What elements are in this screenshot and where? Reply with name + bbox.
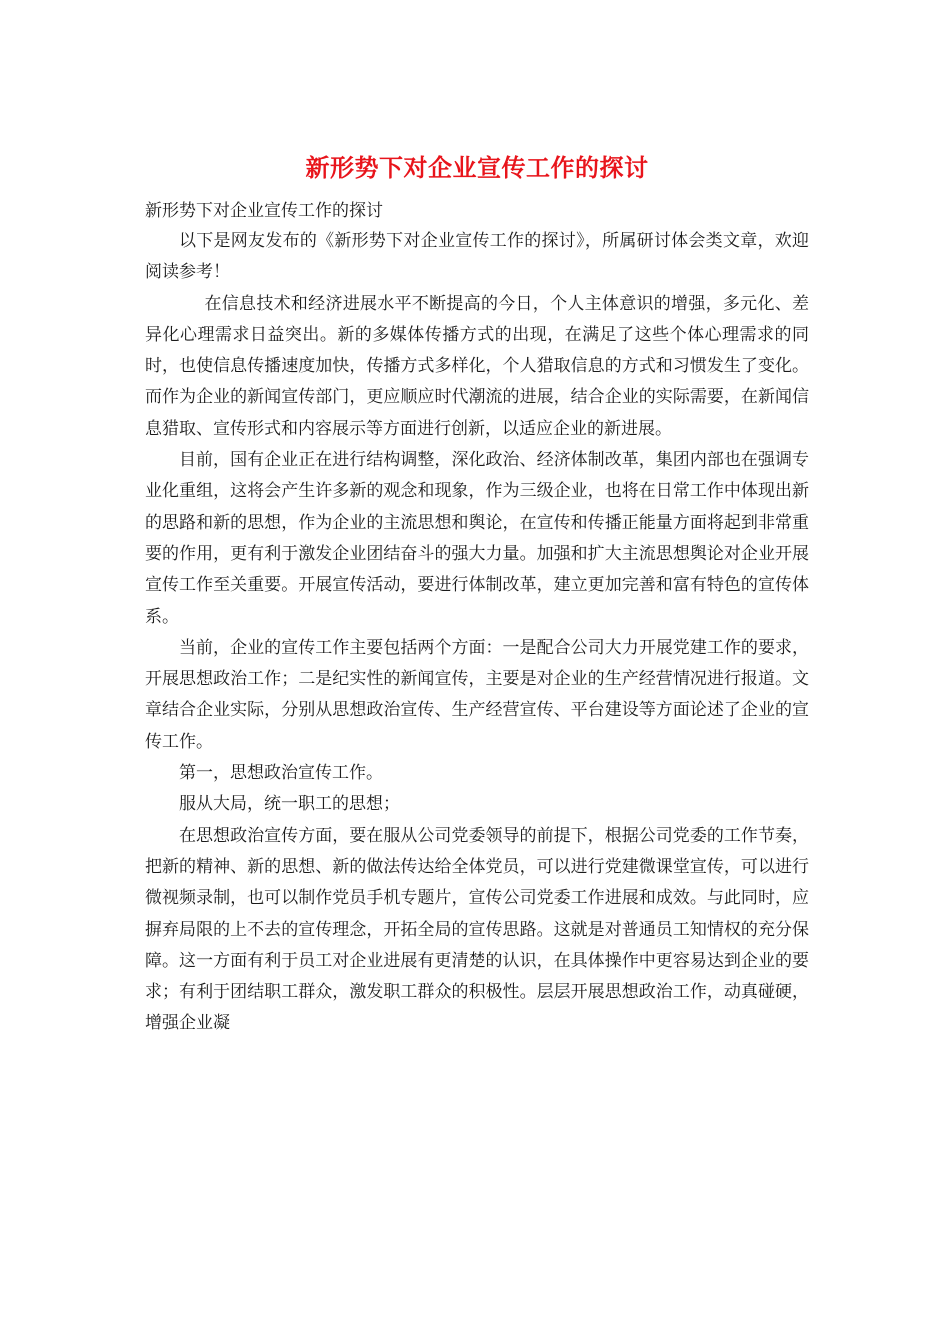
body-paragraph: 当前，企业的宣传工作主要包括两个方面：一是配合公司大力开展党建工作的要求，开展思想政治工作；二是纪实性的新闻宣传，主要是对企业的生产经营情况进行报道。文章结合企业实际，分别从思想政治宣传、生产经营宣传、平台建设等方面论述了企业的宣传工作。 xyxy=(145,637,809,752)
body-paragraph: 在思想政治宣传方面，要在服从公司党委领导的前提下，根据公司党委的工作节奏，把新的精神、新的思想、新的做法传达给全体党员，可以进行党建微课堂宣传，可以进行微视频录制，也可以制作党员手机专题片，宣传公司党委工作进展和成效。与此同时，应摒弃局限的上不去的宣传理念，开拓全局的宣传思路。这就是对普通员工知情权的充分保障。这一方面有利于员工对企业进展有更清楚的认识，在具体操作中更容易达到企业的要求；有利于团结职工群众，激发职工群众的积极性。层层开展思想政治工作，动真碰硬，增强企业凝 xyxy=(145,825,809,1034)
body-paragraph: 目前，国有企业正在进行结构调整，深化政治、经济体制改革，集团内部也在强调专业化重组，这将会产生许多新的观念和现象，作为三级企业，也将在日常工作中体现出新的思路和新的思想，作为企业的主流思想和舆论，在宣传和传播正能量方面将起到非常重要的作用，更有利于激发企业团结奋斗的强大力量。加强和扩大主流思想舆论对企业开展宣传工作至关重要。开展宣传活动，要进行体制改革，建立更加完善和富有特色的宣传体系。 xyxy=(145,450,809,627)
document-subtitle: 新形势下对企业宣传工作的探讨 xyxy=(145,201,383,221)
intro-paragraph: 以下是网友发布的《新形势下对企业宣传工作的探讨》，所属研讨体会类文章，欢迎阅读参考！ xyxy=(145,231,809,283)
body-paragraph: 在信息技术和经济进展水平不断提高的今日，个人主体意识的增强，多元化、差异化心理需求日益突出。新的多媒体传播方式的出现，在满足了这些个体心理需求的同时，也使信息传播速度加快，传播方式多样化，个人猎取信息的方式和习惯发生了变化。而作为企业的新闻宣传部门，更应顺应时代潮流的进展，结合企业的实际需要，在新闻信息猎取、宣传形式和内容展示等方面进行创新，以适应企业的新进展。 xyxy=(145,293,809,439)
section-heading: 第一，思想政治宣传工作。 xyxy=(179,763,383,784)
document-title: 新形势下对企业宣传工作的探讨 xyxy=(305,153,649,182)
subsection-heading: 服从大局，统一职工的思想； xyxy=(179,794,400,815)
document-page xyxy=(145,150,809,1040)
